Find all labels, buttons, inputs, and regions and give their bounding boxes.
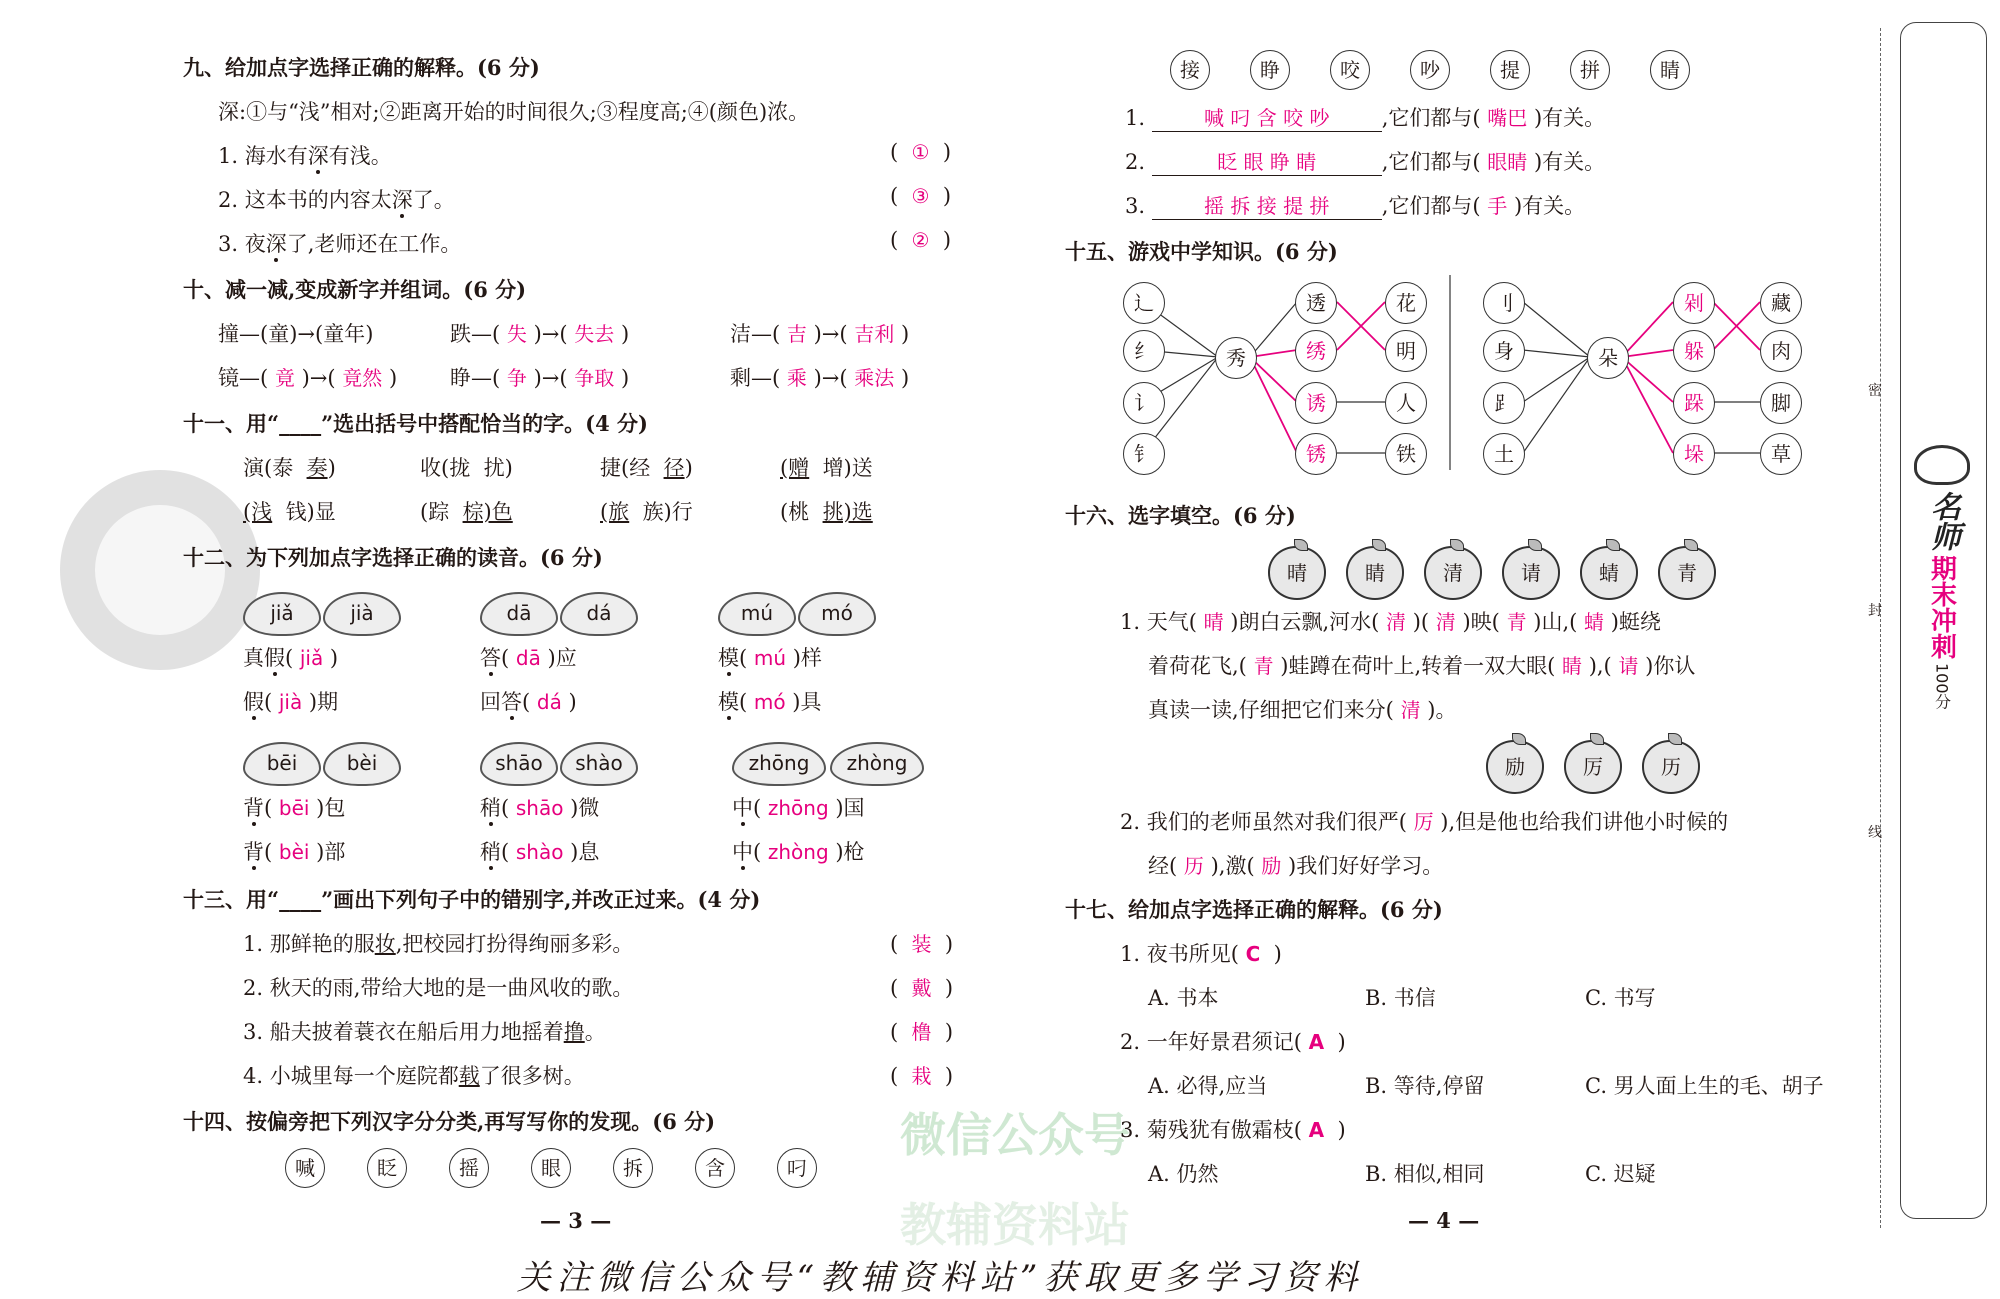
q9-answer-1: ( ① ) (890, 140, 952, 164)
brand-logo (1910, 445, 1974, 785)
q15-title: 十五、游戏中学知识。(6 分) (1065, 239, 1338, 264)
char-circle: 眼 (531, 1148, 571, 1188)
q10-row2-a: 镜—( 竟 )→( 竟然 ) (218, 366, 398, 390)
q10-row1-a: 撞—(童)→(童年) (218, 322, 374, 346)
q12-g3-line1: 背( bēi )包 (243, 796, 346, 820)
char-circle: 吵 (1410, 50, 1450, 90)
q14-line-2: 2. 眨 眼 睁 睛 ,它们都与( 眼睛 )有关。 (1125, 146, 1605, 176)
apple-choice: 厉 (1564, 740, 1622, 794)
q17-q3-opt-b: B. 相似,相同 (1365, 1162, 1485, 1186)
radical-node: 土 (1483, 433, 1525, 475)
q17-q2: 2. 一年好景君须记( A ) (1120, 1030, 1346, 1054)
q11-row1-b: 收(拢 扰) (420, 456, 513, 480)
q16-s2-line1: 2. 我们的老师虽然对我们很严( 厉 ),但是他也给我们讲他小时候的 (1120, 810, 1729, 834)
pinyin-shell: bèi (323, 742, 401, 786)
char-circle: 含 (695, 1148, 735, 1188)
char-circle: 拆 (613, 1148, 653, 1188)
page-number-right: — 4 — (1408, 1208, 1480, 1233)
q11-title: 十一、用“____”选出括号中搭配恰当的字。(4 分) (183, 411, 648, 436)
seal-label: 密 (1868, 383, 1882, 399)
result-node: 跺 (1673, 382, 1715, 424)
q14-char-row (285, 1148, 817, 1188)
pair-node: 明 (1385, 330, 1427, 372)
q13-item-2: 2. 秋天的雨,带给大地的是一曲风收的歌。 (243, 976, 634, 1000)
pinyin-shell: shào (560, 742, 638, 786)
result-node: 诱 (1295, 382, 1337, 424)
q13-answer-4: ( 栽 ) (890, 1064, 954, 1088)
pair-node: 人 (1385, 382, 1427, 424)
q12-g5-line1: 中( zhōng )国 (732, 796, 865, 820)
apple-choice: 睛 (1346, 546, 1404, 600)
q12-g0-line2: 假( jià )期 (243, 690, 339, 714)
q12-g4-line2: 稍( shào )息 (480, 840, 600, 864)
char-circle: 喊 (285, 1148, 325, 1188)
radical-node: 身 (1483, 330, 1525, 372)
seal-label: 线 (1868, 825, 1882, 841)
radical-node: 刂 (1483, 282, 1525, 324)
q11-row1-a: 演(泰 奏) (243, 456, 336, 480)
binding-line (1880, 28, 1881, 1228)
q11-row2-c: (旅 族)行 (600, 500, 693, 524)
q13-item-3: 3. 船夫披着蓑衣在船后用力地摇着撸。 (243, 1020, 606, 1044)
q17-q3-opt-a: A. 仍然 (1148, 1162, 1219, 1186)
char-circle: 睛 (1650, 50, 1690, 90)
q10-row2-b: 睁—( 争 )→( 争取 ) (450, 366, 630, 390)
q12-g0-line1: 真假( jiǎ ) (243, 646, 339, 670)
q16-s1-line1: 1. 天气( 晴 )朗白云飘,河水( 清 )( 清 )映( 青 )山,( 蜻 )蜓绕 (1120, 610, 1661, 634)
q11-row2-d: (桃 挑)选 (780, 500, 873, 524)
page-number-left: — 3 — (540, 1208, 612, 1233)
apple-choice: 励 (1486, 740, 1544, 794)
center-node: 秀 (1215, 337, 1257, 379)
pair-node: 草 (1760, 433, 1802, 475)
q11-row1-c: 捷(经 径) (600, 456, 693, 480)
char-circle: 拼 (1570, 50, 1610, 90)
q11-row2-b: (踪 棕)色 (420, 500, 513, 524)
q12-g4-line1: 稍( shāo )微 (480, 796, 600, 820)
radical-node: ⻊ (1483, 382, 1525, 424)
q10-row1-c: 洁—( 吉 )→( 吉利 ) (730, 322, 910, 346)
result-node: 垛 (1673, 433, 1715, 475)
q17-q2-opt-c: C. 男人面上生的毛、胡子 (1585, 1074, 1824, 1098)
q14-line-1: 1. 喊 叼 含 咬 吵 ,它们都与( 嘴巴 )有关。 (1125, 102, 1605, 132)
result-node: 躲 (1673, 330, 1715, 372)
q16-s2-line2: 经( 历 ),激( 励 )我们好好学习。 (1148, 854, 1444, 878)
char-circle: 摇 (449, 1148, 489, 1188)
pair-node: 铁 (1385, 433, 1427, 475)
q9-answer-3: ( ② ) (890, 228, 952, 252)
char-circle: 接 (1170, 50, 1210, 90)
seal-label: 封 (1868, 603, 1882, 619)
apple-choice: 历 (1642, 740, 1700, 794)
footer-note: 关注微信公众号“教辅资料站”获取更多学习资料 (516, 1258, 1364, 1298)
q13-title: 十三、用“____”画出下列句子中的错别字,并改正过来。(4 分) (183, 887, 761, 912)
q12-g2-line2: 模( mó )具 (718, 690, 822, 714)
q9-definition: 深:①与“浅”相对;②距离开始的时间很久;③程度高;④(颜色)浓。 (218, 100, 810, 124)
pinyin-shell: mó (798, 592, 876, 636)
pinyin-shell: zhòng (830, 742, 924, 786)
char-circle: 叼 (777, 1148, 817, 1188)
brand-series: 期末冲刺 (1926, 555, 1957, 659)
q10-row1-b: 跌—( 失 )→( 失去 ) (450, 322, 630, 346)
q16-s1-line2: 着荷花飞,( 青 )蛙蹲在荷叶上,转着一双大眼( 睛 ),( 请 )你认 (1148, 654, 1696, 678)
pair-node: 脚 (1760, 382, 1802, 424)
center-node: 朵 (1587, 337, 1629, 379)
pinyin-shell: jiǎ (243, 592, 321, 636)
q10-title: 十、减一减,变成新字并组词。(6 分) (183, 277, 527, 302)
q17-q3: 3. 菊残犹有傲霜枝( A ) (1120, 1118, 1346, 1142)
radical-node: 钅 (1123, 433, 1165, 475)
q17-q2-opt-b: B. 等待,停留 (1365, 1074, 1485, 1098)
q9-item-1: 1. 海水有深有浅。 (218, 144, 392, 168)
apple-choice: 请 (1502, 546, 1560, 600)
q17-title: 十七、给加点字选择正确的解释。(6 分) (1065, 897, 1443, 922)
char-circle: 提 (1490, 50, 1530, 90)
pinyin-shell: mú (718, 592, 796, 636)
brand-name: 名师 (1925, 491, 1960, 551)
char-circle: 眨 (367, 1148, 407, 1188)
apple-choice: 青 (1658, 546, 1716, 600)
pinyin-shell: jià (323, 592, 401, 636)
apple-choice: 清 (1424, 546, 1482, 600)
q17-q1-opt-c: C. 书写 (1585, 986, 1656, 1010)
q13-answer-3: ( 橹 ) (890, 1020, 954, 1044)
pinyin-shell: shāo (480, 742, 558, 786)
brand-emblem-icon (1914, 445, 1970, 485)
q13-answer-1: ( 装 ) (890, 932, 954, 956)
apple-choice: 晴 (1268, 546, 1326, 600)
q9-title: 九、给加点字选择正确的解释。(6 分) (183, 55, 540, 80)
pair-node: 藏 (1760, 282, 1802, 324)
brand-score: 100分 (1932, 663, 1952, 710)
q17-q3-opt-c: C. 迟疑 (1585, 1162, 1656, 1186)
q9-item-3: 3. 夜深了,老师还在工作。 (218, 232, 462, 256)
result-node: 锈 (1295, 433, 1337, 475)
q12-g5-line2: 中( zhòng )枪 (732, 840, 865, 864)
pinyin-shell: dá (560, 592, 638, 636)
q17-q1-opt-b: B. 书信 (1365, 986, 1436, 1010)
result-node: 透 (1295, 282, 1337, 324)
q11-row1-d: (赠 增)送 (780, 456, 873, 480)
q13-answer-2: ( 戴 ) (890, 976, 954, 1000)
q16-title: 十六、选字填空。(6 分) (1065, 503, 1296, 528)
watermark-line2: 教辅资料站 (900, 1198, 1130, 1252)
q13-item-1: 1. 那鲜艳的服妆,把校园打扮得绚丽多彩。 (243, 932, 634, 956)
q17-q2-opt-a: A. 必得,应当 (1148, 1074, 1268, 1098)
q14-line-3: 3. 摇 拆 接 提 拼 ,它们都与( 手 )有关。 (1125, 190, 1585, 220)
radical-node: 纟 (1123, 330, 1165, 372)
q12-title: 十二、为下列加点字选择正确的读音。(6 分) (183, 545, 603, 570)
result-node: 绣 (1295, 330, 1337, 372)
q16-s1-line3: 真读一读,仔细把它们来分( 清 )。 (1148, 698, 1457, 722)
q17-q1-opt-a: A. 书本 (1148, 986, 1219, 1010)
q12-g1-line2: 回答( dá ) (480, 690, 577, 714)
char-circle: 睁 (1250, 50, 1290, 90)
q9-item-2: 2. 这本书的内容太深了。 (218, 188, 455, 212)
q9-answer-2: ( ③ ) (890, 184, 952, 208)
watermark-line1: 微信公众号 (900, 1108, 1130, 1162)
result-node: 剁 (1673, 282, 1715, 324)
pinyin-shell: dā (480, 592, 558, 636)
q11-row2-a: (浅 钱)显 (243, 500, 336, 524)
q14-title: 十四、按偏旁把下列汉字分分类,再写写你的发现。(6 分) (183, 1109, 716, 1134)
q17-q1: 1. 夜书所见( C ) (1120, 942, 1282, 966)
apple-choice: 蜻 (1580, 546, 1638, 600)
pair-node: 肉 (1760, 330, 1802, 372)
q12-g3-line2: 背( bèi )部 (243, 840, 346, 864)
q10-row2-c: 剩—( 乘 )→( 乘法 ) (730, 366, 910, 390)
radical-node: 讠 (1123, 382, 1165, 424)
q14-top-char-row (1170, 50, 1690, 90)
pinyin-shell: bēi (243, 742, 321, 786)
q13-item-4: 4. 小城里每一个庭院都载了很多树。 (243, 1064, 585, 1088)
pinyin-shell: zhōng (732, 742, 826, 786)
char-circle: 咬 (1330, 50, 1370, 90)
q12-g1-line1: 答( dā )应 (480, 646, 577, 670)
q12-g2-line1: 模( mú )样 (718, 646, 822, 670)
pair-node: 花 (1385, 282, 1427, 324)
radical-node: 辶 (1123, 282, 1165, 324)
